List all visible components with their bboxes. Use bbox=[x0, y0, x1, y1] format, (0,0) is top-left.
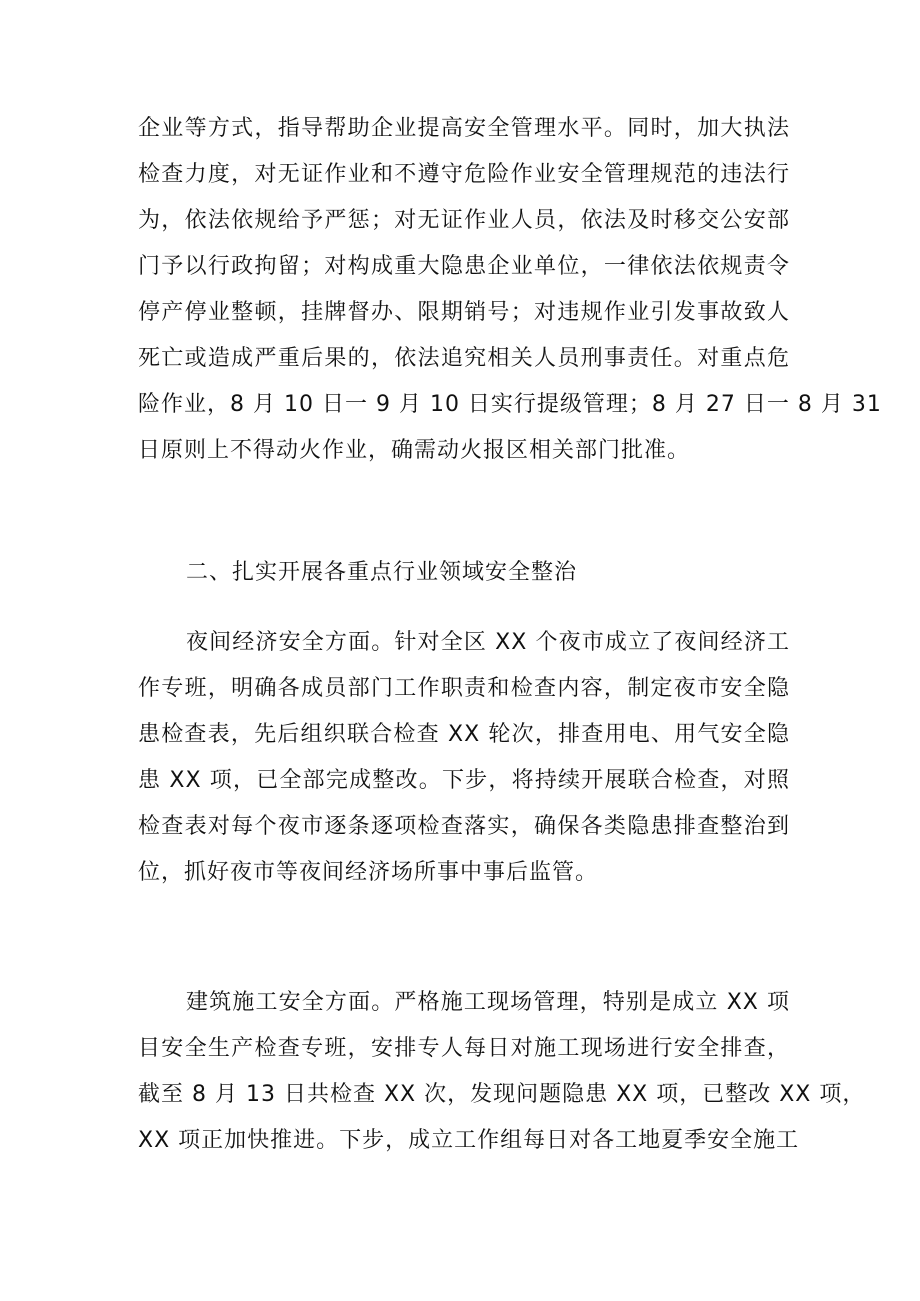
paragraph-3-line-3: 截至 8 月 13 日共检查 XX 次，发现问题隐患 XX 项，已整改 XX 项， bbox=[138, 1082, 866, 1107]
paragraph-2-line-3: 患检查表，先后组织联合检查 XX 轮次，排查用电、用气安全隐 bbox=[138, 722, 790, 747]
paragraph-2-line-4: 患 XX 项，已全部完成整改。下步，将持续开展联合检查，对照 bbox=[138, 768, 790, 793]
paragraph-2-line-5: 检查表对每个夜市逐条逐项检查落实，确保各类隐患排查整治到 bbox=[138, 814, 790, 839]
paragraph-1-line-3: 为，依法依规给予严惩；对无证作业人员，依法及时移交公安部 bbox=[138, 208, 790, 233]
paragraph-3-line-2: 目安全生产检查专班，安排专人每日对施工现场进行安全排查， bbox=[138, 1036, 790, 1061]
paragraph-2-line-2: 作专班，明确各成员部门工作职责和检查内容，制定夜市安全隐 bbox=[138, 676, 790, 701]
paragraph-2-line-6: 位，抓好夜市等夜间经济场所事中事后监管。 bbox=[138, 860, 599, 885]
paragraph-3-line-1: 建筑施工安全方面。严格施工现场管理，特别是成立 XX 项 bbox=[186, 990, 790, 1015]
paragraph-3-line-4: XX 项正加快推进。下步，成立工作组每日对各工地夏季安全施工 bbox=[138, 1128, 800, 1153]
paragraph-1-line-2: 检查力度，对无证作业和不遵守危险作业安全管理规范的违法行 bbox=[138, 162, 790, 187]
paragraph-2-line-1: 夜间经济安全方面。针对全区 XX 个夜市成立了夜间经济工 bbox=[186, 630, 790, 655]
paragraph-1-line-6: 死亡或造成严重后果的，依法追究相关人员刑事责任。对重点危 bbox=[138, 346, 790, 371]
paragraph-1-line-1: 企业等方式，指导帮助企业提高安全管理水平。同时，加大执法 bbox=[138, 116, 790, 141]
section-heading: 二、扎实开展各重点行业领域安全整治 bbox=[186, 560, 578, 585]
paragraph-1-line-8: 日原则上不得动火作业，确需动火报区相关部门批准。 bbox=[138, 438, 691, 463]
paragraph-1-line-7: 险作业，8 月 10 日一 9 月 10 日实行提级管理；8 月 27 日一 8 月 31 bbox=[138, 392, 882, 417]
paragraph-1-line-4: 门予以行政拘留；对构成重大隐患企业单位，一律依法依规责令 bbox=[138, 254, 790, 279]
paragraph-1-line-5: 停产停业整顿，挂牌督办、限期销号；对违规作业引发事故致人 bbox=[138, 300, 790, 325]
